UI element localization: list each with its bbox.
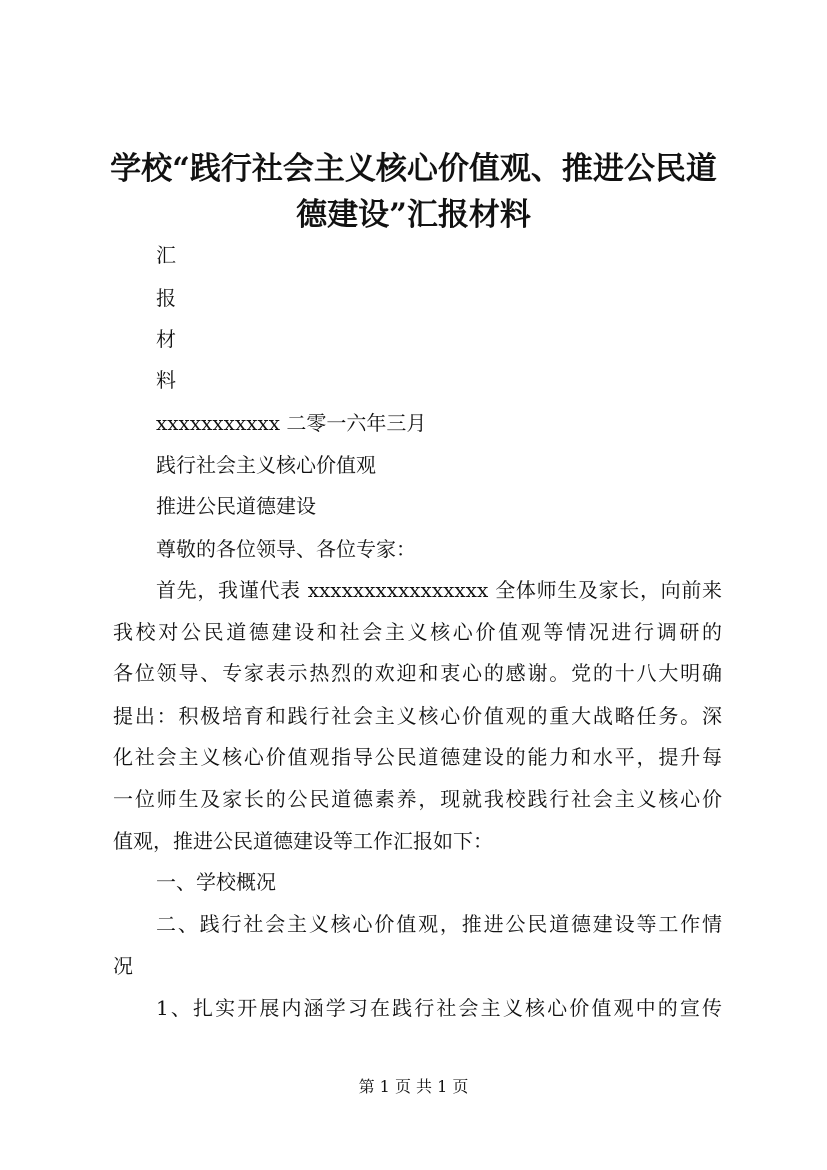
salutation: 尊敬的各位领导、各位专家：: [156, 537, 416, 561]
document-title: [90, 146, 737, 238]
vertical-char-3: 材: [156, 327, 176, 351]
para1-line-2: 我校对公民道德建设和社会主义核心价值观等情况进行调研的: [113, 620, 722, 644]
para1-line-7: 值观，推进公民道德建设等工作汇报如下：: [113, 829, 493, 853]
subtitle-1: 践行社会主义核心价值观: [156, 453, 376, 477]
section-heading-2-line-2: 况: [113, 954, 133, 978]
vertical-char-1: 汇: [156, 243, 176, 267]
para1-line-1: 首先，我谨代表 xxxxxxxxxxxxxxxx 全体师生及家长，向前来: [156, 578, 722, 602]
title-line-2: 德建设”汇报材料: [296, 197, 531, 233]
vertical-char-4: 料: [156, 368, 176, 392]
subtitle-2: 推进公民道德建设: [156, 494, 316, 518]
section-heading-1: 一、学校概况: [156, 870, 276, 894]
org-date-line: xxxxxxxxxxx 二零一六年三月: [156, 411, 427, 435]
para1-line-5: 化社会主义核心价值观指导公民道德建设的能力和水平，提升每: [113, 745, 722, 769]
para1-line-6: 一位师生及家长的公民道德素养，现就我校践行社会主义核心价: [113, 787, 722, 811]
title-line-1: 学校“践行社会主义核心价值观、推进公民道: [110, 151, 717, 187]
item-1: 1、扎实开展内涵学习在践行社会主义核心价值观中的宣传: [156, 996, 722, 1020]
para1-line-3: 各位领导、专家表示热烈的欢迎和衷心的感谢。党的十八大明确: [113, 661, 722, 685]
vertical-char-2: 报: [156, 286, 176, 310]
page-footer: 第 1 页 共 1 页: [358, 1077, 469, 1096]
section-heading-2-line-1: 二、践行社会主义核心价值观，推进公民道德建设等工作情: [156, 912, 722, 936]
para1-line-4: 提出：积极培育和践行社会主义核心价值观的重大战略任务。深: [113, 704, 722, 728]
